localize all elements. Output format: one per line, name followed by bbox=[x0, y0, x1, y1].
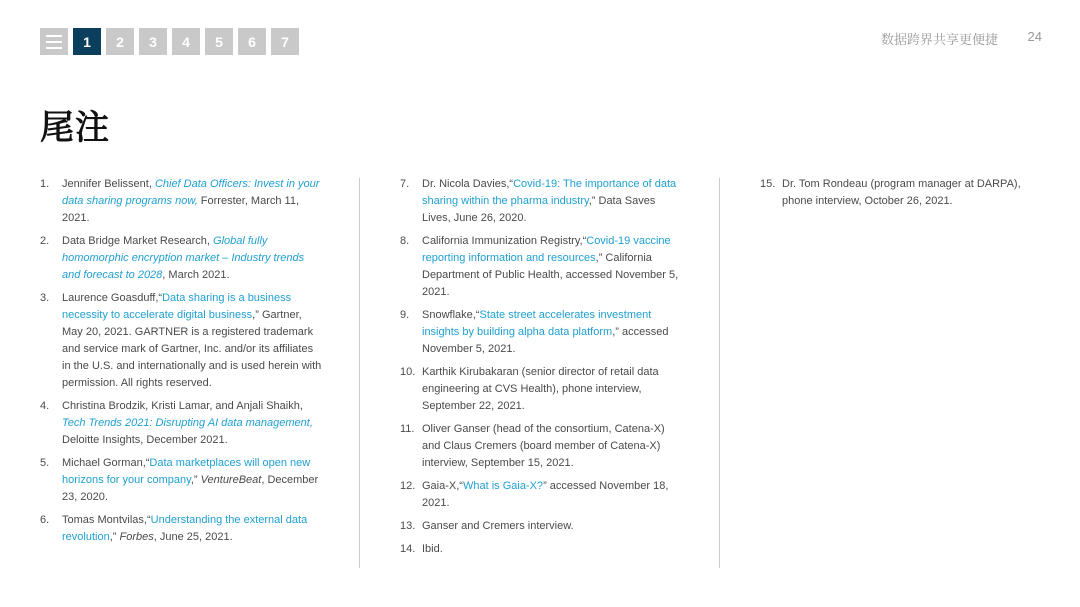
endnote-publication: VentureBeat bbox=[200, 474, 262, 486]
endnote-4 bbox=[40, 398, 322, 449]
nav-page-3[interactable]: 3 bbox=[139, 28, 167, 55]
endnotes-column-2 bbox=[400, 176, 685, 564]
endnote-text: ” accessed November 18, 2021. bbox=[422, 480, 669, 509]
endnote-text: Jennifer Belissent, bbox=[62, 178, 155, 190]
endnote-text: ,” Data Saves Lives, June 26, 2020. bbox=[422, 195, 656, 224]
endnote-text: Ibid. bbox=[422, 543, 443, 555]
endnote-text: , March 2021. bbox=[162, 269, 230, 281]
endnote-number: 10. bbox=[400, 366, 416, 378]
section-title: 数据跨界共享更便捷 bbox=[880, 33, 998, 48]
endnote-text: ,” bbox=[109, 531, 120, 543]
endnote-text: Ganser and Cremers interview. bbox=[422, 520, 574, 532]
endnote-1 bbox=[40, 176, 322, 227]
endnote-text: Dr. Tom Rondeau (program manager at DARPA), phone interview, October 26, 2021. bbox=[782, 178, 1021, 207]
endnote-text: Michael Gorman,“ bbox=[62, 457, 150, 469]
endnote-text: ,” Gartner, May 20, 2021. GARTNER is a registered trademark and service mark of Gartner, Inc. and/or its affiliates in the U.S. and internationally and is used herein with permission. All rights reserved. bbox=[62, 309, 322, 389]
endnote-number: 1. bbox=[40, 178, 50, 190]
endnote-14 bbox=[400, 541, 685, 558]
endnote-number: 8. bbox=[400, 235, 410, 247]
endnotes-column-1 bbox=[40, 176, 322, 552]
endnote-text: Deloitte Insights, December 2021. bbox=[62, 434, 228, 446]
menu-bar bbox=[46, 47, 62, 49]
endnote-number: 14. bbox=[400, 543, 416, 555]
endnote-number: 3. bbox=[40, 292, 50, 304]
endnote-2 bbox=[40, 233, 322, 284]
endnote-12 bbox=[400, 478, 685, 512]
endnote-text: Laurence Goasduff,“ bbox=[62, 292, 163, 304]
endnote-5 bbox=[40, 455, 322, 506]
endnote-text: Karthik Kirubakaran (senior director of retail data engineering at CVS Health), phone interview, September 22, 2021. bbox=[422, 366, 659, 412]
endnote-number: 5. bbox=[40, 457, 50, 469]
menu-bar bbox=[46, 35, 62, 37]
endnote-number: 9. bbox=[400, 309, 410, 321]
endnote-link[interactable]: Data marketplaces will open new horizons for your company bbox=[62, 457, 311, 486]
endnote-link[interactable]: Covid-19 vaccine reporting information and resources bbox=[422, 235, 671, 264]
endnote-text: , December 23, 2020. bbox=[62, 474, 319, 503]
endnote-publication: Forbes bbox=[119, 531, 154, 543]
endnote-link[interactable]: Data sharing is a business necessity to accelerate digital business bbox=[62, 292, 292, 321]
endnote-7 bbox=[400, 176, 685, 227]
endnote-link[interactable]: Tech Trends 2021: Disrupting AI data management, bbox=[62, 417, 313, 429]
page-number: 24 bbox=[1027, 29, 1042, 44]
endnote-text: , June 25, 2021. bbox=[153, 531, 233, 543]
endnote-link[interactable]: What is Gaia-X? bbox=[462, 480, 544, 492]
endnote-3 bbox=[40, 290, 322, 392]
endnote-text: ,” California Department of Public Health, accessed November 5, 2021. bbox=[422, 252, 679, 298]
endnote-6 bbox=[40, 512, 322, 546]
nav-page-4[interactable]: 4 bbox=[172, 28, 200, 55]
column-divider bbox=[359, 178, 360, 568]
nav-page-1[interactable]: 1 bbox=[73, 28, 101, 55]
endnote-text: Snowflake,“ bbox=[422, 309, 480, 321]
endnote-text: California Immunization Registry,“ bbox=[422, 235, 587, 247]
endnote-text: Tomas Montvilas,“ bbox=[62, 514, 151, 526]
endnote-link[interactable]: Chief Data Officers: Invest in your data sharing programs now, bbox=[62, 178, 320, 207]
endnote-number: 13. bbox=[400, 520, 416, 532]
column-divider bbox=[719, 178, 720, 568]
endnote-text: Oliver Ganser (head of the consortium, Catena-X) and Claus Cremers (board member of Catena-X) interview, September 15, 2021. bbox=[422, 423, 665, 469]
endnote-link[interactable]: Covid-19: The importance of data sharing within the pharma industry bbox=[422, 178, 677, 207]
endnote-link[interactable]: State street accelerates investment insights by building alpha data platform bbox=[422, 309, 652, 338]
endnote-number: 4. bbox=[40, 400, 50, 412]
nav-page-5[interactable]: 5 bbox=[205, 28, 233, 55]
endnote-link[interactable]: Understanding the external data revolution bbox=[62, 514, 308, 543]
endnote-number: 7. bbox=[400, 178, 410, 190]
endnote-15 bbox=[760, 176, 1040, 210]
page-title: 尾注 bbox=[40, 108, 110, 148]
endnote-number: 2. bbox=[40, 235, 50, 247]
endnote-text: Data Bridge Market Research, bbox=[62, 235, 214, 247]
endnote-link[interactable]: Global fully homomorphic encryption market – Industry trends and forecast to 2028 bbox=[62, 235, 305, 281]
endnote-text: Christina Brodzik, Kristi Lamar, and Anjali Shaikh, bbox=[62, 400, 303, 412]
nav-page-2[interactable]: 2 bbox=[106, 28, 134, 55]
hamburger-menu-icon[interactable] bbox=[40, 28, 68, 55]
page-navigation bbox=[40, 28, 299, 55]
endnote-9 bbox=[400, 307, 685, 358]
endnote-text: Dr. Nicola Davies,“ bbox=[422, 178, 514, 190]
endnote-8 bbox=[400, 233, 685, 301]
endnote-10 bbox=[400, 364, 685, 415]
endnote-number: 6. bbox=[40, 514, 50, 526]
endnote-text: Forrester, March 11, 2021. bbox=[62, 195, 300, 224]
endnote-text: Gaia-X,“ bbox=[422, 480, 463, 492]
endnote-number: 12. bbox=[400, 480, 416, 492]
endnote-11 bbox=[400, 421, 685, 472]
endnote-13 bbox=[400, 518, 685, 535]
endnote-number: 15. bbox=[760, 178, 776, 190]
endnote-text: ,” bbox=[190, 474, 201, 486]
nav-page-7[interactable]: 7 bbox=[271, 28, 299, 55]
endnote-number: 11. bbox=[400, 423, 415, 435]
menu-bar bbox=[46, 41, 62, 43]
nav-page-6[interactable]: 6 bbox=[238, 28, 266, 55]
endnote-text: ,” accessed November 5, 2021. bbox=[422, 326, 669, 355]
endnotes-column-3 bbox=[760, 176, 1040, 216]
